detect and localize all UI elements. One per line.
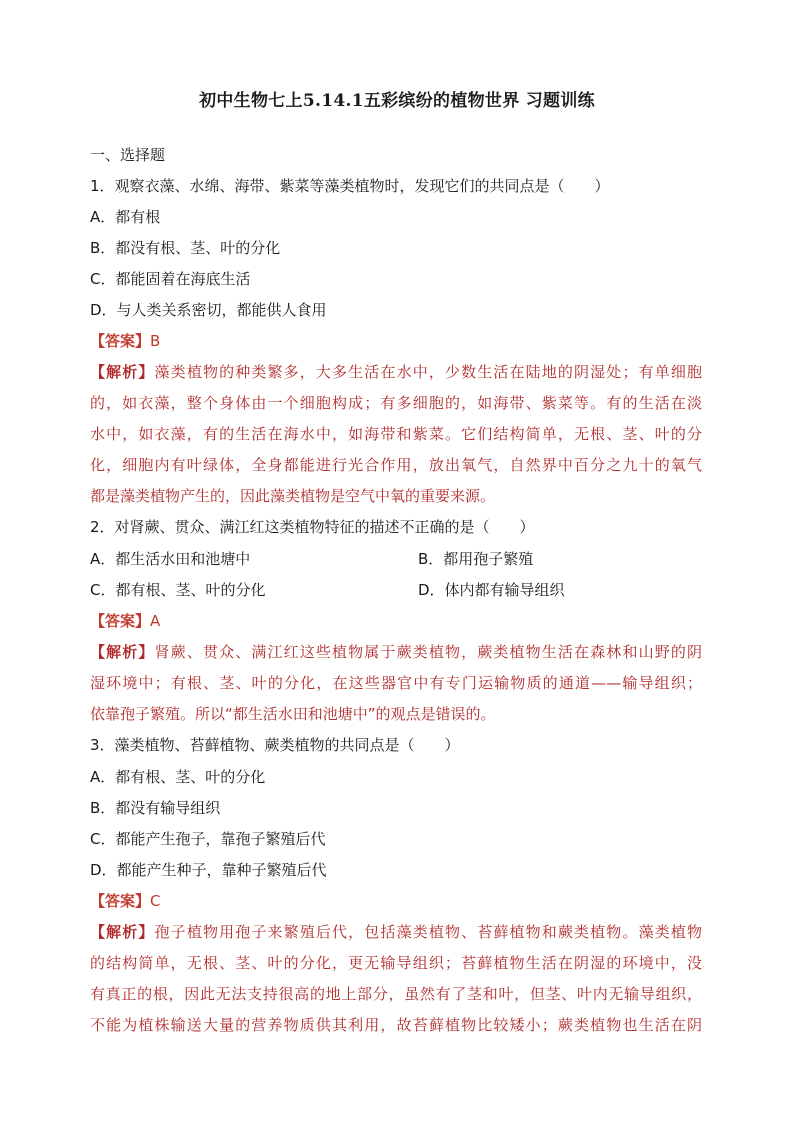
q1-analysis-line: 的，如衣藻，整个身体由一个细胞构成；有多细胞的，如海带、紫菜等。有的生活在淡 (90, 394, 702, 412)
q1-option-a: A．都有根 (90, 208, 161, 226)
q2-stem: 2．对肾蕨、贯众、满江红这类植物特征的描述不正确的是（ ） (90, 518, 535, 536)
q2-option-b: B．都用孢子繁殖 (418, 550, 534, 568)
q3-analysis-line: 不能为植株输送大量的营养物质供其利用，故苔藓植物比较矮小；蕨类植物也生活在阴 (90, 1016, 702, 1034)
q2-analysis-line: 湿环境中；有根、茎、叶的分化，在这些器官中有专门运输物质的通道——输导组织； (90, 674, 702, 692)
q1-option-b: B．都没有根、茎、叶的分化 (90, 239, 281, 257)
q1-option-c: C．都能固着在海底生活 (90, 270, 251, 288)
q1-analysis-line: 都是藻类植物产生的，因此藻类植物是空气中氧的重要来源。 (90, 487, 496, 505)
q1-option-d: D．与人类关系密切，都能供人食用 (90, 301, 327, 319)
q3-option-a: A．都有根、茎、叶的分化 (90, 768, 266, 786)
q2-option-c: C．都有根、茎、叶的分化 (90, 581, 266, 599)
q3-analysis-line: 有真正的根，因此无法支持很高的地上部分，虽然有了茎和叶，但茎、叶内无输导组织， (90, 985, 702, 1003)
q2-answer: 【答案】A (90, 612, 161, 630)
q2-analysis-line: 依靠孢子繁殖。所以“都生活水田和池塘中”的观点是错误的。 (90, 705, 496, 723)
q2-analysis-line: 【解析】肾蕨、贯众、满江红这些植物属于蕨类植物，蕨类植物生活在森林和山野的阴 (90, 643, 702, 661)
q3-analysis-line: 【解析】孢子植物用孢子来繁殖后代，包括藻类植物、苔藓植物和蕨类植物。藻类植物 (90, 923, 702, 941)
q3-analysis-line: 的结构简单，无根、茎、叶的分化，更无输导组织；苔藓植物生活在阴湿的环境中，没 (90, 954, 702, 972)
q2-option-a: A．都生活水田和池塘中 (90, 550, 251, 568)
q3-option-b: B．都没有输导组织 (90, 799, 221, 817)
q1-analysis-line: 化，细胞内有叶绿体，全身都能进行光合作用，放出氧气，自然界中百分之九十的氧气 (90, 456, 702, 474)
q3-answer: 【答案】C (90, 892, 161, 910)
q1-analysis-line: 水中，如衣藻，有的生活在海水中，如海带和紫菜。它们结构简单，无根、茎、叶的分 (90, 425, 702, 443)
section-heading: 一、选择题 (90, 146, 166, 164)
q3-stem: 3．藻类植物、苔藓植物、蕨类植物的共同点是（ ） (90, 736, 460, 754)
q1-answer: 【答案】B (90, 332, 161, 350)
q1-stem: 1．观察衣藻、水绵、海带、紫菜等藻类植物时，发现它们的共同点是（ ） (90, 177, 610, 195)
q1-analysis-line: 【解析】藻类植物的种类繁多，大多生活在水中，少数生活在陆地的阴湿处；有单细胞 (90, 363, 702, 381)
q3-option-c: C．都能产生孢子，靠孢子繁殖后代 (90, 830, 326, 848)
document-title: 初中生物七上5.14.1五彩缤纷的植物世界 习题训练 (199, 91, 595, 111)
q3-option-d: D．都能产生种子，靠种子繁殖后代 (90, 861, 327, 879)
q2-option-d: D．体内都有输导组织 (418, 581, 565, 599)
